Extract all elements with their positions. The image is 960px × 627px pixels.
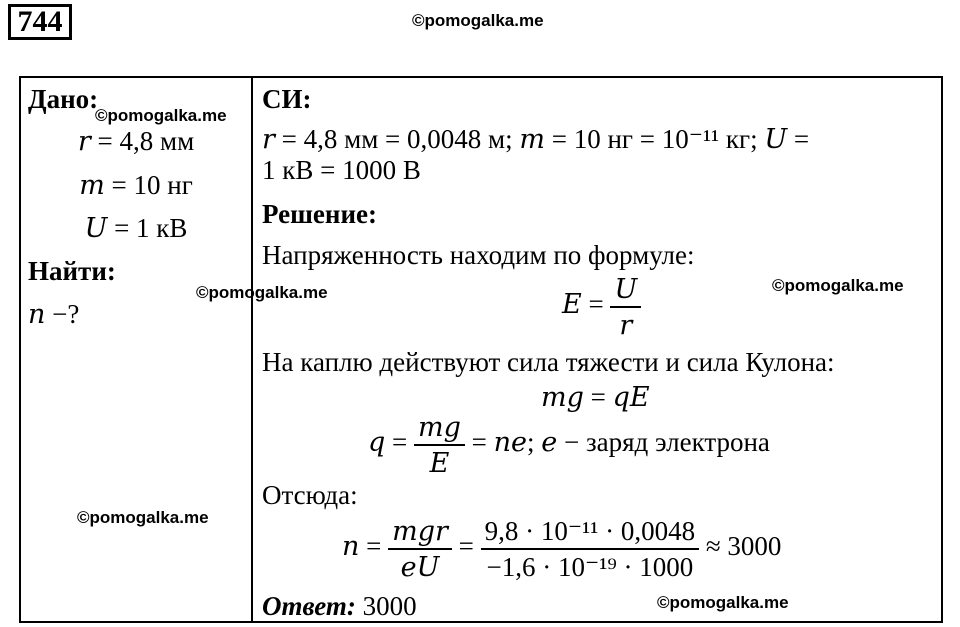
si-line-2: 1 кВ = 1000 В	[262, 155, 421, 185]
formula-n-rhs: ≈ 3000	[705, 531, 782, 562]
formula-e-fraction	[610, 272, 641, 342]
answer-line	[262, 591, 417, 621]
find-value: 𝑛 −?	[28, 299, 80, 329]
watermark-middle: ©pomogalka.me	[196, 283, 328, 302]
watermark-bottom-right: ©pomogalka.me	[657, 593, 789, 612]
problem-number: 744	[8, 4, 72, 40]
solution-heading: Решение:	[262, 199, 377, 229]
formula-n-fraction-2	[481, 514, 699, 584]
given-radius: 𝑟 = 4,8 мм	[77, 126, 195, 156]
answer-label: Ответ:	[262, 591, 356, 621]
watermark-given: ©pomogalka.me	[95, 106, 227, 125]
watermark-bottom-left: ©pomogalka.me	[77, 508, 209, 527]
formula-n-denominator-1: 𝑒𝑈	[400, 552, 440, 582]
formula-q	[368, 410, 770, 480]
solution-intro: Напряженность находим по формуле:	[262, 240, 695, 270]
watermark-top: ©pomogalka.me	[412, 11, 544, 30]
equation-mg: 𝑚𝑔 = 𝑞𝐸	[541, 382, 650, 412]
formula-e	[562, 272, 641, 342]
answer-value: 3000	[362, 591, 417, 621]
formula-n-equals: =	[458, 531, 474, 562]
table-divider	[251, 76, 253, 623]
formula-n-lhs: 𝑛 =	[342, 531, 382, 562]
formula-q-lhs: 𝑞 =	[368, 427, 408, 458]
formula-n-denominator-2: −1,6 · 10⁻¹⁹ · 1000	[486, 552, 694, 582]
formula-n-fraction-1	[388, 514, 452, 584]
forces-text: На каплю действуют сила тяжести и сила Кулона:	[262, 347, 835, 377]
si-heading: СИ:	[262, 84, 312, 114]
given-mass: 𝑚 = 10 нг	[79, 170, 193, 200]
find-heading: Найти:	[28, 256, 116, 286]
given-heading: Дано:	[28, 84, 99, 114]
formula-e-denominator: 𝑟	[619, 310, 633, 340]
watermark-right: ©pomogalka.me	[772, 276, 904, 295]
hence-text: Отсюда:	[262, 480, 358, 510]
si-line-1: 𝑟 = 4,8 мм = 0,0048 м; 𝑚 = 10 нг = 10⁻¹¹ кг; 𝑈 =	[262, 124, 810, 154]
formula-n-numerator-1: 𝑚𝑔𝑟	[388, 514, 452, 550]
formula-q-denominator: 𝐸	[429, 448, 450, 478]
formula-n	[342, 514, 781, 584]
given-voltage: 𝑈 = 1 кВ	[84, 213, 188, 243]
formula-q-numerator: 𝑚𝑔	[414, 410, 465, 446]
formula-n-numerator-2: 9,8 · 10⁻¹¹ · 0,0048	[481, 514, 699, 550]
formula-e-numerator: 𝑈	[610, 272, 641, 308]
formula-q-fraction	[414, 410, 465, 480]
formula-q-rhs: = 𝑛𝑒; 𝑒 − заряд электрона	[471, 427, 770, 458]
formula-e-lhs: 𝐸 =	[562, 289, 604, 320]
